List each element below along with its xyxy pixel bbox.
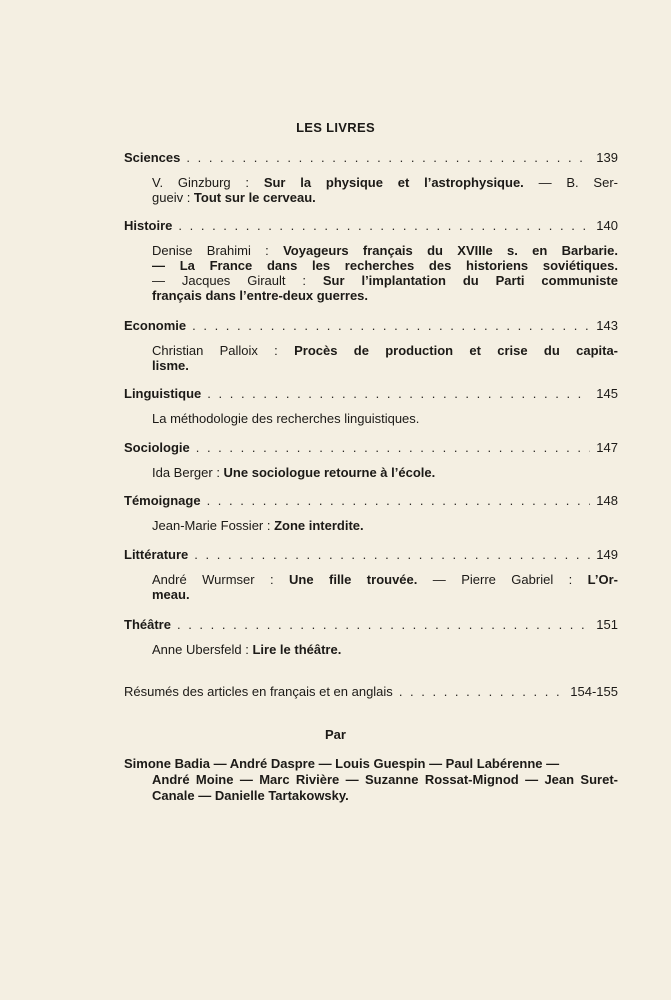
author-text: La méthodologie des recherches linguistiques. bbox=[152, 411, 420, 426]
entry-description bbox=[152, 518, 618, 533]
toc-entry-linguistique bbox=[124, 386, 618, 426]
author-text: — B. Ser- bbox=[523, 175, 618, 190]
entry-description bbox=[152, 243, 618, 303]
author-text: Denise Brahimi : bbox=[152, 243, 284, 258]
description-line bbox=[152, 572, 618, 587]
description-line bbox=[152, 518, 618, 533]
entry-page: 154-155 bbox=[570, 684, 618, 699]
dot-leader bbox=[178, 218, 590, 234]
author-text: — Jacques Girault : bbox=[152, 273, 323, 288]
toc-entry-histoire bbox=[124, 218, 618, 303]
author-text: Ida Berger : bbox=[152, 465, 224, 480]
description-line bbox=[152, 175, 618, 190]
toc-entry-temoignage bbox=[124, 493, 618, 533]
book-title: Voyageurs français du XVIIIe s. en Barbarie. bbox=[283, 243, 619, 258]
entry-page: 140 bbox=[596, 218, 618, 233]
dot-leader bbox=[207, 386, 590, 402]
book-title: Lire le théâtre. bbox=[252, 642, 342, 657]
description-line bbox=[152, 642, 618, 657]
entry-label: Histoire bbox=[124, 218, 173, 233]
entry-description bbox=[152, 642, 618, 657]
book-title: meau. bbox=[152, 587, 190, 602]
contributors-heading: Par bbox=[325, 727, 346, 742]
entry-page: 139 bbox=[596, 150, 618, 165]
entry-page: 148 bbox=[596, 493, 618, 508]
description-line bbox=[152, 358, 618, 373]
toc-entry-litterature bbox=[124, 547, 618, 602]
entry-description bbox=[152, 411, 618, 426]
entry-page: 143 bbox=[596, 318, 618, 333]
description-line bbox=[152, 288, 618, 303]
toc-entry-theatre bbox=[124, 617, 618, 657]
toc-entry-resumes bbox=[124, 684, 618, 700]
book-title: Procès de production et crise du capita- bbox=[294, 343, 619, 358]
author-text: Christian Palloix : bbox=[152, 343, 295, 358]
book-title: Zone interdite. bbox=[274, 518, 364, 533]
dot-leader bbox=[207, 493, 591, 509]
section-heading: LES LIVRES bbox=[296, 120, 375, 135]
description-line bbox=[152, 190, 618, 205]
entry-label: Résumés des articles en français et en anglais bbox=[124, 684, 393, 699]
entry-description bbox=[152, 572, 618, 602]
book-title: Tout sur le cerveau. bbox=[193, 190, 316, 205]
toc-entry-sociologie bbox=[124, 440, 618, 480]
description-line bbox=[152, 273, 618, 288]
book-title: Sur la physique et l’astrophysique. bbox=[263, 175, 524, 190]
contributors-line-1: Simone Badia — André Daspre — Louis Guespin — Paul Labérenne — bbox=[124, 756, 560, 771]
author-text: Jean-Marie Fossier : bbox=[152, 518, 275, 533]
entry-page: 149 bbox=[596, 547, 618, 562]
book-title: Sur l’implantation du Parti communiste bbox=[322, 273, 618, 288]
entry-description bbox=[152, 175, 618, 205]
entry-label: Littérature bbox=[124, 547, 189, 562]
entry-page: 145 bbox=[596, 386, 618, 401]
entry-description bbox=[152, 465, 618, 480]
entry-label: Sociologie bbox=[124, 440, 190, 455]
description-line bbox=[152, 411, 618, 426]
entry-page: 151 bbox=[596, 617, 618, 632]
entry-label: Théâtre bbox=[124, 617, 171, 632]
book-title: Une fille trouvée. bbox=[289, 572, 418, 587]
entry-description bbox=[152, 343, 618, 373]
author-text: gueiv : bbox=[152, 190, 194, 205]
dot-leader bbox=[192, 318, 590, 334]
author-text: V. Ginzburg : bbox=[152, 175, 264, 190]
contributors-list bbox=[124, 756, 618, 804]
book-title: français dans l’entre-deux guerres. bbox=[152, 288, 369, 303]
dot-leader bbox=[186, 150, 590, 166]
description-line bbox=[152, 258, 618, 273]
book-title: L’Or- bbox=[587, 572, 618, 587]
entry-label: Linguistique bbox=[124, 386, 202, 401]
entry-label: Economie bbox=[124, 318, 187, 333]
description-line bbox=[152, 587, 618, 602]
description-line bbox=[152, 465, 618, 480]
book-title: — La France dans les recherches des historiens soviétiques. bbox=[152, 258, 618, 273]
toc-entry-sciences bbox=[124, 150, 618, 205]
author-text: Anne Ubersfeld : bbox=[152, 642, 253, 657]
book-title: lisme. bbox=[152, 358, 189, 373]
author-text: André Wurmser : bbox=[152, 572, 290, 587]
description-line bbox=[152, 343, 618, 358]
entry-label: Témoignage bbox=[124, 493, 201, 508]
dot-leader bbox=[196, 440, 591, 456]
dot-leader bbox=[177, 617, 590, 633]
dot-leader bbox=[194, 547, 590, 563]
author-text: — Pierre Gabriel : bbox=[417, 572, 588, 587]
toc-entry-economie bbox=[124, 318, 618, 373]
entry-label: Sciences bbox=[124, 150, 181, 165]
contributors-line-rest: André Moine — Marc Rivière — Suzanne Rossat-Mignod — Jean Suret-Canale — Danielle Tartakowsky. bbox=[152, 772, 618, 803]
dot-leader bbox=[399, 684, 564, 700]
entry-page: 147 bbox=[596, 440, 618, 455]
book-title: Une sociologue retourne à l’école. bbox=[223, 465, 436, 480]
description-line bbox=[152, 243, 618, 258]
